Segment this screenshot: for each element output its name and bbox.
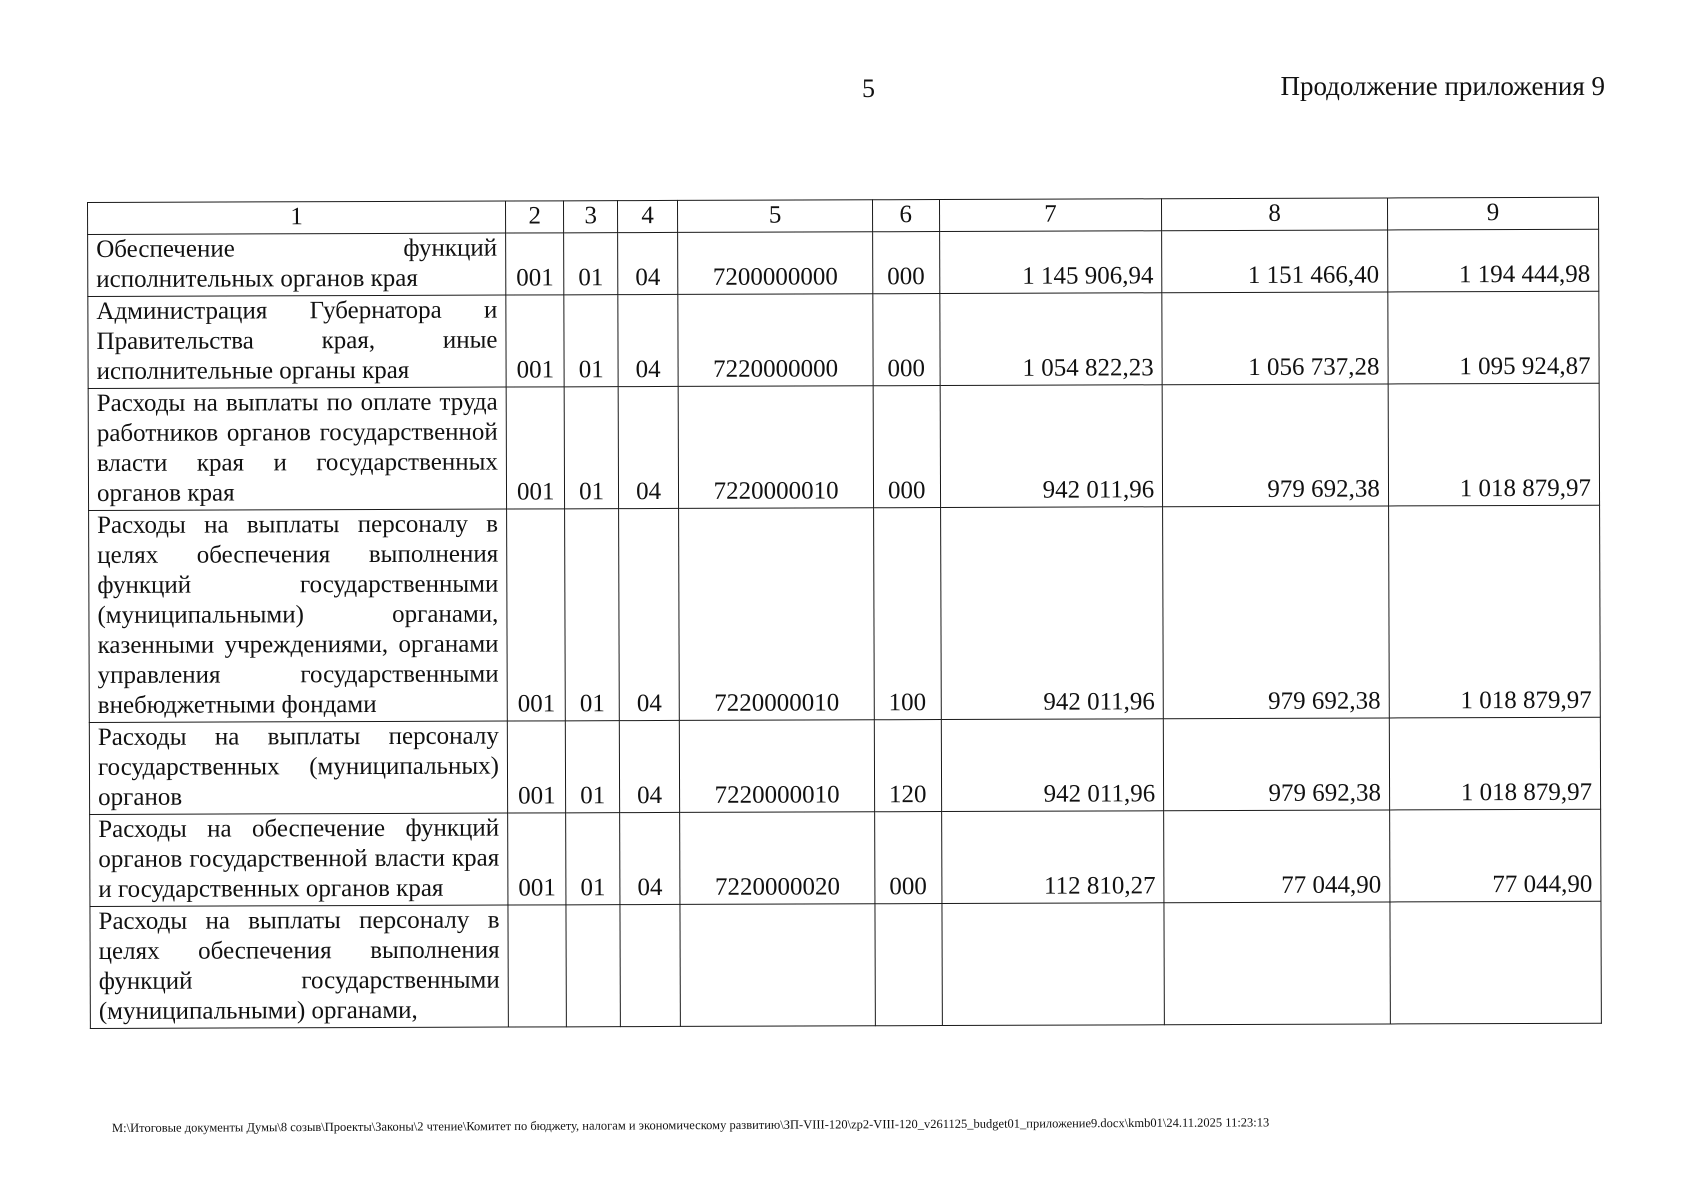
section-code: 01 (566, 721, 620, 813)
target-article-code: 7220000010 (679, 508, 874, 721)
section-code: 01 (566, 813, 620, 905)
table-body (88, 197, 1602, 1028)
expense-item-name: Расходы на выплаты персоналу в целях обеспечения выполнения функций государственными (муниципальными) органами, (90, 905, 508, 1028)
expense-item-name: Расходы на выплаты персоналу государственных (муниципальных) органов (89, 721, 507, 814)
amount-col-8: 979 692,38 (1162, 384, 1388, 507)
subsection-code: 04 (618, 508, 679, 720)
column-header: 1 (88, 201, 506, 234)
column-header: 5 (678, 200, 872, 233)
appendix-continuation-title: Продолжение приложения 9 (1280, 71, 1605, 101)
amount-col-7 (942, 903, 1165, 1026)
amount-col-8: 979 692,38 (1163, 718, 1389, 811)
amount-col-7: 1 145 906,94 (939, 231, 1162, 294)
amount-col-8: 1 056 737,28 (1162, 292, 1388, 385)
expense-type-code: 000 (872, 232, 939, 294)
expense-item-name: Обеспечение функций исполнительных органов края (88, 233, 506, 296)
expense-type-code: 000 (873, 386, 940, 508)
table-row (88, 229, 1599, 296)
amount-col-8: 979 692,38 (1163, 506, 1389, 719)
subsection-code: 04 (619, 812, 680, 904)
target-article-code: 7220000010 (680, 720, 875, 813)
expense-type-code: 000 (874, 812, 941, 904)
document-file-path: M:\Итоговые документы Думы\8 созыв\Проекты\Законы\2 чтение\Комитет по бюджету, налогам и экономическому развитию\ЗП-VIII-120\zp2-VIII-120_v261125_budget01_приложение9.docx\kmb01\24.11.2025 11:23:13 (112, 1115, 1270, 1135)
ministry-code: 001 (508, 813, 567, 905)
table-row (90, 809, 1601, 906)
amount-col-9: 1 018 879,97 (1388, 505, 1600, 718)
amount-col-9: 1 095 924,87 (1388, 291, 1599, 384)
subsection-code (620, 904, 681, 1026)
amount-col-8: 77 044,90 (1164, 810, 1390, 903)
amount-col-7: 942 011,96 (940, 385, 1163, 508)
section-code: 01 (565, 387, 619, 509)
section-code (566, 905, 620, 1027)
amount-col-9: 1 018 879,97 (1389, 717, 1600, 810)
expense-item-name: Расходы на обеспечение функций органов государственной власти края и государственных органов края (90, 813, 508, 906)
budget-table (87, 197, 1602, 1029)
ministry-code: 001 (507, 721, 566, 813)
expense-item-name: Администрация Губернатора и Правительства края, иные исполнительные органы края (88, 295, 506, 388)
amount-col-8: 1 151 466,40 (1162, 230, 1388, 293)
page-number: 5 (862, 74, 875, 103)
amount-col-7: 942 011,96 (941, 719, 1164, 812)
target-article-code: 7220000020 (680, 812, 875, 905)
section-code: 01 (565, 509, 619, 721)
amount-col-9: 77 044,90 (1389, 809, 1600, 902)
subsection-code: 04 (617, 232, 678, 294)
column-header: 7 (939, 199, 1162, 232)
column-header: 9 (1387, 197, 1598, 230)
subsection-code: 04 (619, 720, 680, 812)
table-row (88, 383, 1599, 510)
amount-col-8 (1164, 902, 1390, 1025)
amount-col-9: 1 018 879,97 (1388, 383, 1600, 506)
expense-type-code (875, 904, 942, 1026)
expense-item-name: Расходы на выплаты персоналу в целях обеспечения выполнения функций государственными (муниципальными) органами, казенными учреждениями, органами управления государственными внебюджетными фондами (89, 509, 508, 722)
subsection-code: 04 (618, 386, 679, 508)
table-row (89, 505, 1601, 722)
ministry-code: 001 (506, 233, 565, 295)
ministry-code: 001 (506, 295, 565, 387)
column-header: 8 (1162, 198, 1388, 231)
column-header: 4 (617, 200, 678, 232)
table-row (88, 291, 1599, 388)
ministry-code: 001 (507, 509, 566, 721)
section-code: 01 (564, 295, 618, 387)
amount-col-7: 1 054 822,23 (939, 293, 1162, 386)
expense-type-code: 000 (873, 294, 940, 386)
amount-col-9 (1390, 901, 1602, 1024)
subsection-code: 04 (618, 294, 679, 386)
column-number-header-row (88, 197, 1599, 234)
table-row (90, 901, 1601, 1028)
expense-type-code: 120 (874, 720, 941, 812)
expense-type-code: 100 (873, 508, 941, 720)
table-row (89, 717, 1600, 814)
target-article-code (680, 904, 875, 1027)
column-header: 3 (564, 201, 617, 233)
column-header: 6 (872, 200, 939, 232)
target-article-code: 7220000000 (678, 294, 873, 387)
amount-col-9: 1 194 444,98 (1387, 229, 1598, 292)
ministry-code (508, 905, 567, 1027)
amount-col-7: 112 810,27 (941, 811, 1164, 904)
column-header: 2 (505, 201, 564, 233)
target-article-code: 7220000010 (679, 386, 874, 509)
ministry-code: 001 (506, 387, 565, 509)
section-code: 01 (564, 233, 617, 295)
expense-item-name: Расходы на выплаты по оплате труда работников органов государственной власти края и государственных органов края (88, 387, 506, 510)
target-article-code: 7200000000 (678, 232, 873, 295)
amount-col-7: 942 011,96 (940, 507, 1163, 720)
